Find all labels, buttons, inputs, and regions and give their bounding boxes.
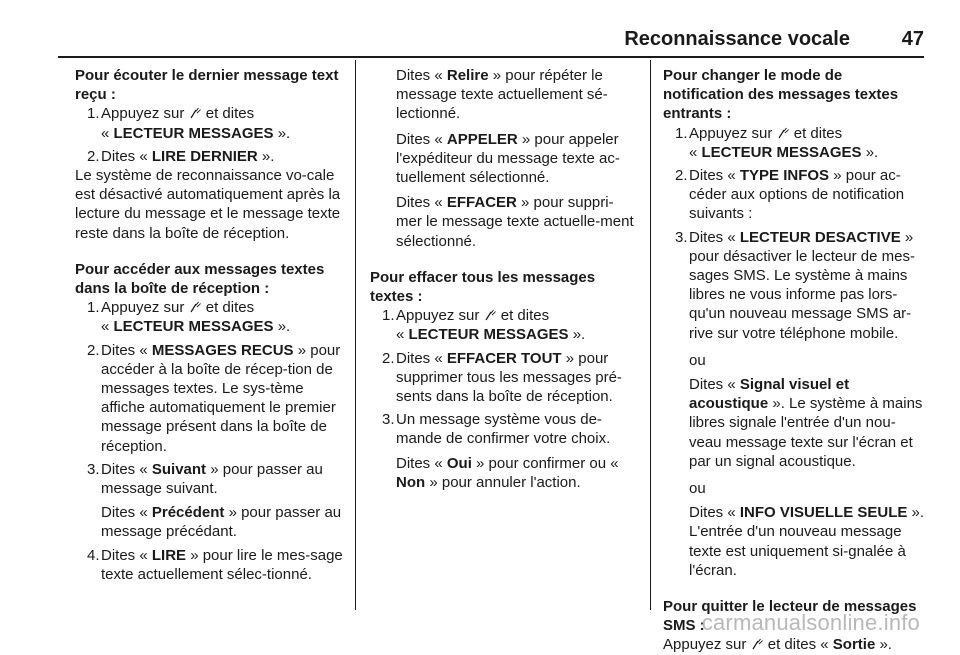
step-text: Appuyez sur (101, 299, 185, 317)
or-separator: ou (689, 480, 706, 498)
step-text: » pour appeler l'expéditeur du message texte ac-tuellement sélectionné. (396, 130, 620, 187)
step-text: et dites (500, 307, 550, 325)
step-number: 1. (675, 124, 688, 142)
step-number: 1. (87, 105, 100, 123)
step-text: ». (875, 636, 892, 654)
section-heading: Pour effacer tous les messages textes : (370, 268, 596, 306)
step-subtext (689, 375, 927, 471)
step-text: » pour ac-céder aux options de notification suivants : (689, 167, 905, 223)
step-text: et dites (205, 299, 255, 317)
step-text: Dites « (101, 341, 152, 359)
step-number: 4. (87, 546, 100, 564)
step-text: « (101, 124, 114, 142)
step-subtext (689, 503, 927, 580)
step-text: Appuyez sur (663, 636, 747, 654)
step-subtext (370, 130, 636, 188)
step-subtext (101, 503, 343, 541)
step-number: 2. (675, 167, 688, 185)
paragraph (663, 635, 927, 654)
step-text: » pour passer au message précédant. (101, 504, 342, 541)
voice-command: Signal visuel et acoustique (689, 376, 850, 413)
step-text: ». (273, 318, 291, 336)
step-text: Dites « (101, 546, 152, 564)
voice-command: MESSAGES RECUS (151, 341, 294, 359)
step-text: » pour annuler l'action. (425, 473, 581, 491)
step-text: ». (273, 124, 291, 142)
step-text: Dites « (689, 228, 740, 246)
voice-command: Sortie (832, 636, 876, 654)
voice-command: LECTEUR MESSAGES (408, 326, 569, 344)
voice-command-icon (190, 301, 201, 313)
voice-command: INFO VISUELLE SEULE (739, 504, 908, 522)
step-number: 3. (675, 228, 688, 246)
voice-command: Oui (446, 454, 472, 472)
list-item (75, 104, 343, 142)
list-item (75, 147, 343, 166)
voice-command: Relire (446, 67, 489, 84)
step-text: Dites « (396, 349, 447, 367)
step-text: Dites « (396, 454, 447, 472)
voice-command: Suivant (151, 460, 207, 478)
voice-command: Précédent (151, 504, 225, 522)
voice-command: LIRE DERNIER (151, 147, 258, 165)
section-heading: Pour quitter le lecteur de messages SMS : (663, 598, 917, 635)
watermark: carmanualsonline.info (701, 610, 920, 635)
voice-command: LECTEUR MESSAGES (113, 318, 274, 336)
section-heading: Pour écouter le dernier message text reçu : (75, 67, 339, 104)
voice-command: Non (396, 473, 426, 491)
step-text: ». Le système à mains libres signale l'entrée d'un nou-veau message texte sur l'écran et par un signal acoustique. (689, 395, 923, 470)
step-text: Dites « (689, 167, 740, 185)
step-text: Dites « (396, 67, 447, 84)
step-text: Appuyez sur (101, 105, 185, 123)
step-text: » pour lire le mes-sage texte actuellement sélec-tionné. (101, 546, 343, 583)
list-item (370, 349, 636, 407)
step-text: » pour supprimer tous les messages pré-sents dans la boîte de réception. (396, 349, 622, 406)
step-text: ». (861, 143, 879, 161)
step-text: Appuyez sur (396, 307, 480, 325)
step-text: » pour accéder à la boîte de récep-tion de messages textes. Le sys-tème affiche automatiquement le premier message présent dans la boîte de réception. (101, 341, 341, 455)
voice-command-icon (752, 638, 763, 650)
voice-command-icon (778, 127, 789, 139)
step-text: Un message système vous de-mande de confirmer votre choix. (396, 411, 611, 448)
voice-command-icon (190, 107, 201, 119)
list-item (75, 460, 343, 542)
page-header (0, 0, 960, 58)
list-item (663, 124, 927, 162)
step-text: » pour passer au message suivant. (101, 460, 323, 498)
list-item (663, 228, 927, 580)
column-divider (355, 60, 356, 610)
step-number: 2. (87, 147, 100, 165)
voice-command: LECTEUR MESSAGES (701, 143, 862, 161)
step-text: Dites « (101, 504, 152, 522)
section-heading: Pour accéder aux messages textes dans la boîte de réception : (75, 260, 325, 298)
step-text: Dites « (101, 147, 152, 165)
step-text: Appuyez sur (689, 124, 773, 142)
step-subtext (370, 193, 636, 251)
step-text: » pour désactiver le lecteur de mes-sages SMS. Le système à mains libres ne vous informe pas lors-qu'un nouveau message SMS ar-rive sur votre téléphone mobile. (689, 228, 915, 342)
step-text: « (396, 326, 409, 344)
step-text: Dites « (689, 376, 740, 394)
column-divider (650, 60, 651, 610)
step-text: » pour confirmer ou « (471, 454, 619, 472)
step-text: ». L'entrée d'un nouveau message texte est uniquement si-gnalée à l'écran. (689, 504, 925, 579)
step-number: 1. (382, 307, 395, 325)
step-text: Dites « (101, 460, 152, 478)
list-item (75, 298, 343, 336)
voice-command: LECTEUR MESSAGES (113, 124, 274, 142)
column-2 (370, 66, 636, 492)
paragraph: Le système de reconnaissance vo-cale est désactivé automatiquement après la lecture du message et le message texte reste dans la boîte de réception. (75, 167, 341, 242)
section-heading: Pour changer le mode de notification des messages textes entrants : (663, 67, 899, 123)
step-number: 1. (87, 299, 100, 317)
header-rule (58, 56, 924, 58)
page-title: Reconnaissance vocale (624, 28, 850, 50)
step-text: Dites « (396, 194, 447, 212)
voice-command: APPELER (446, 130, 518, 148)
list-item (75, 341, 343, 456)
step-subtext (370, 66, 636, 124)
voice-command: LIRE (151, 546, 187, 564)
step-text: « (689, 143, 702, 161)
step-text: » pour répéter le message texte actuellement sé-lectionné. (396, 67, 608, 123)
step-text: » pour suppri-mer le message texte actuelle-ment sélectionné. (396, 194, 634, 250)
step-text: « (101, 318, 114, 336)
step-text: ». (568, 326, 586, 344)
step-text: et dites (205, 105, 255, 123)
list-item (370, 306, 636, 344)
list-item (663, 166, 927, 224)
step-text: Dites « (396, 130, 447, 148)
step-text: Dites « (689, 504, 740, 522)
voice-command-icon (485, 309, 496, 321)
column-3 (663, 66, 927, 655)
step-number: 3. (87, 460, 100, 478)
step-number: 2. (382, 349, 395, 367)
page-number: 47 (901, 28, 924, 50)
step-subtext (396, 454, 636, 492)
list-item (75, 546, 343, 584)
column-1 (75, 66, 343, 584)
step-text: et dites « (767, 636, 833, 654)
step-number: 3. (382, 411, 395, 429)
step-text: et dites (793, 124, 843, 142)
voice-command: EFFACER (446, 194, 517, 212)
voice-command: LECTEUR DESACTIVE (739, 228, 901, 246)
voice-command: EFFACER TOUT (446, 349, 562, 367)
list-item (370, 410, 636, 492)
voice-command: TYPE INFOS (739, 167, 830, 185)
step-number: 2. (87, 341, 100, 359)
step-text: ». (257, 147, 275, 165)
or-separator: ou (689, 351, 706, 369)
